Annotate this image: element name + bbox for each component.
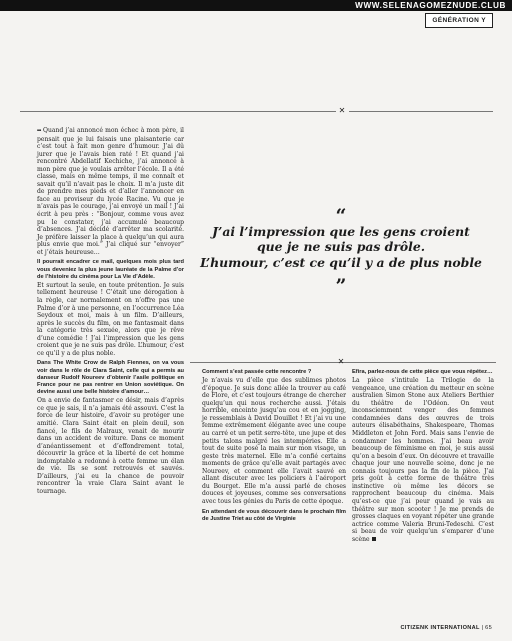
footer-page-number: 65 <box>485 625 492 631</box>
section-tag: GÉNÉRATION Y <box>425 13 493 28</box>
close-quote-mark: ” <box>335 275 347 298</box>
interview-question: Dans The White Crow de Ralph Fiennes, on va vous voir dans le rôle de Clara Saint, celle qui a permis au danseur Rudolf Noureev d’obtenir l’asile politique en France pour ne pas rentrer en Union soviétique. On devine aussi une belle histoire d’amour… <box>37 360 184 396</box>
pull-quote-line: J’ai l’impression que les gens croient <box>212 224 470 239</box>
pull-quote-line: que je ne suis pas drôle. <box>256 239 426 255</box>
open-quote-mark: “ <box>335 205 347 227</box>
pull-quote-line: L’humour, c’est ce qu’il y a de plus noble <box>200 254 482 270</box>
divider-rule <box>349 111 493 112</box>
col1-paragraph-3: On a envie de fantasmer ce désir, mais d’après ce que je sais, il n’a jamais été assouvi. C’est la force de leur histoire, d’avoir su protéger une amitié. Clara Saint était en plein deuil, son fiancé, le fils de Malraux, venait de mourir dans un accident de voiture. Dans ce moment d’anéantissement et d’effondrement total, découvrir la grâce et la liberté de cet homme indomptable a redonné à cette femme un élan de vie. Ils se sont retrouvés et sauvés. D’ailleurs, j’ai eu la chance de pouvoir rencontrer la vraie Clara Saint avant le tournage. <box>37 397 184 495</box>
interview-question: Comment s’est passée cette rencontre ? <box>202 369 312 375</box>
article-column-2 <box>202 366 346 524</box>
col2-paragraph-1: Je n’avais vu d’elle que des sublimes photos d’époque. Je suis donc allée la trouver au café de Flore, et c’est toujours étrange de chercher quelqu’un qui nous recherche aussi. J’étais horrible, enceinte jusqu’au cou et en jogging, je ressemblais à David Douillet ! Et j’ai vu une femme extrêmement élégante avec une coupe au carré et un petit serre-tête, une jupe et des petits talons malgré les intempéries. Elle a tout de suite posé la main sur mon visage, un geste très maternel. Elle m’a confié certains moments de grâce qu’elle avait partagés avec Noureev, et comment elle l’avait sauvé en allant discuter avec les policiers à l’aéroport du Bourget. Elle m’a aussi parlé de choses douces et joyeuses, comme ses conversations avec tous les génies du Paris de cette époque. <box>202 377 346 505</box>
interview-question: Il pourrait encadrer ce mail, quelques mois plus tard vous deveniez la plus jeune lauréate de la Palme d’or de l’histoire du cinéma pour La Vie d’Adèle. <box>37 259 184 280</box>
end-mark-icon <box>372 537 376 541</box>
interview-question: Efira, parlez-nous de cette pièce que vous répétez… <box>352 369 493 375</box>
article-column-1 <box>37 127 184 496</box>
article-column-3 <box>352 366 494 543</box>
lead-bullets: ••• <box>37 128 41 134</box>
page-footer <box>400 625 492 632</box>
cross-ornament-icon: ✕ <box>338 106 346 115</box>
interview-question: En attendant de vous découvrir dans le prochain film de Justine Triet au côté de Virginie <box>202 508 346 522</box>
watermark-banner: WWW.SELENAGOMEZNUDE.CLUB <box>0 0 512 11</box>
col1-paragraph-2: Et surtout la seule, en toute prétention. Je suis tellement heureuse ! C’était une dérogation à la règle, car normalement on n’offre pas une Palme d’or à une personne, en l’occurrence Léa Seydoux et moi, mais à un film. D’ailleurs, après le succès du film, on me fantasmait dans la catégorie très sexuée, alors que je rêve d’une comédie ! J’ai l’impression que les gens croient que je ne suis pas drôle. L’humour, c’est ce qu’il y a de plus noble. <box>37 281 184 357</box>
footer-magazine: CITIZENK INTERNATIONAL <box>400 625 480 631</box>
pull-quote <box>190 205 492 298</box>
footer-separator: | <box>481 625 484 631</box>
col3-paragraph-1: La pièce s’intitule La Trilogie de la vengeance, une création du metteur en scène australien Simon Stone aux Ateliers Berthier du théâtre de l’Odéon. On veut inconsciemment venger des femmes condamnées dans des œuvres de trois auteurs élisabéthains, Shakespeare, Thomas Middleton et John Ford. Mais sans l’envie de condamner les hommes. J’ai beau avoir beaucoup de féminisme en moi, je suis aussi qu’on a besoin d’eux. On découvre et travaille chaque jour une nouvelle scène, donc je ne connais toujours pas la fin de la pièce. J’ai pris goût à cette forme de théâtre très instinctive où même les décors se rapprochent beaucoup du cinéma. Mais qu’est-ce que j’ai peur quand je vais au théâtre sur mon scooter ! Je me prends de grosses claques en voyant répéter une grande actrice comme Valeria Bruni-Tedeschi. C’est si beau de voir quelqu’un s’emparer d’une scène <box>352 377 494 543</box>
divider-rule <box>20 111 336 112</box>
cross-ornament-icon: ✕ <box>337 357 345 366</box>
col1-paragraph-1: Quand j’ai annoncé mon échec à mon père, il pensait que je lui faisais une plaisanterie car c’est tout à fait mon genre d’humour. J’ai dû jurer que je l’avais bien raté ! Et quand j’ai rencontré Abdellatif Kechiche, j’ai annoncé à mon père que je voulais arrêter l’école. Il a été classe, mais en même temps, il me connaît et savait qu’il n’avait pas le choix. Il m’a juste dit de prendre mes pieds et d’aller l’annoncer en face au proviseur du lycée Racine. Vu que je n’avais pas le courage, j’ai envoyé un mail ! J’ai écrit à peu près : “Bonjour, comme vous avez pu le constater, j’ai accumulé beaucoup d’absences. J’ai décidé d’arrêter ma scolarité. Je préfère laisser la place à quelqu’un qui aura plus envie que moi.” J’ai cliqué sur “envoyer” et j’étais heureuse… <box>37 127 184 256</box>
